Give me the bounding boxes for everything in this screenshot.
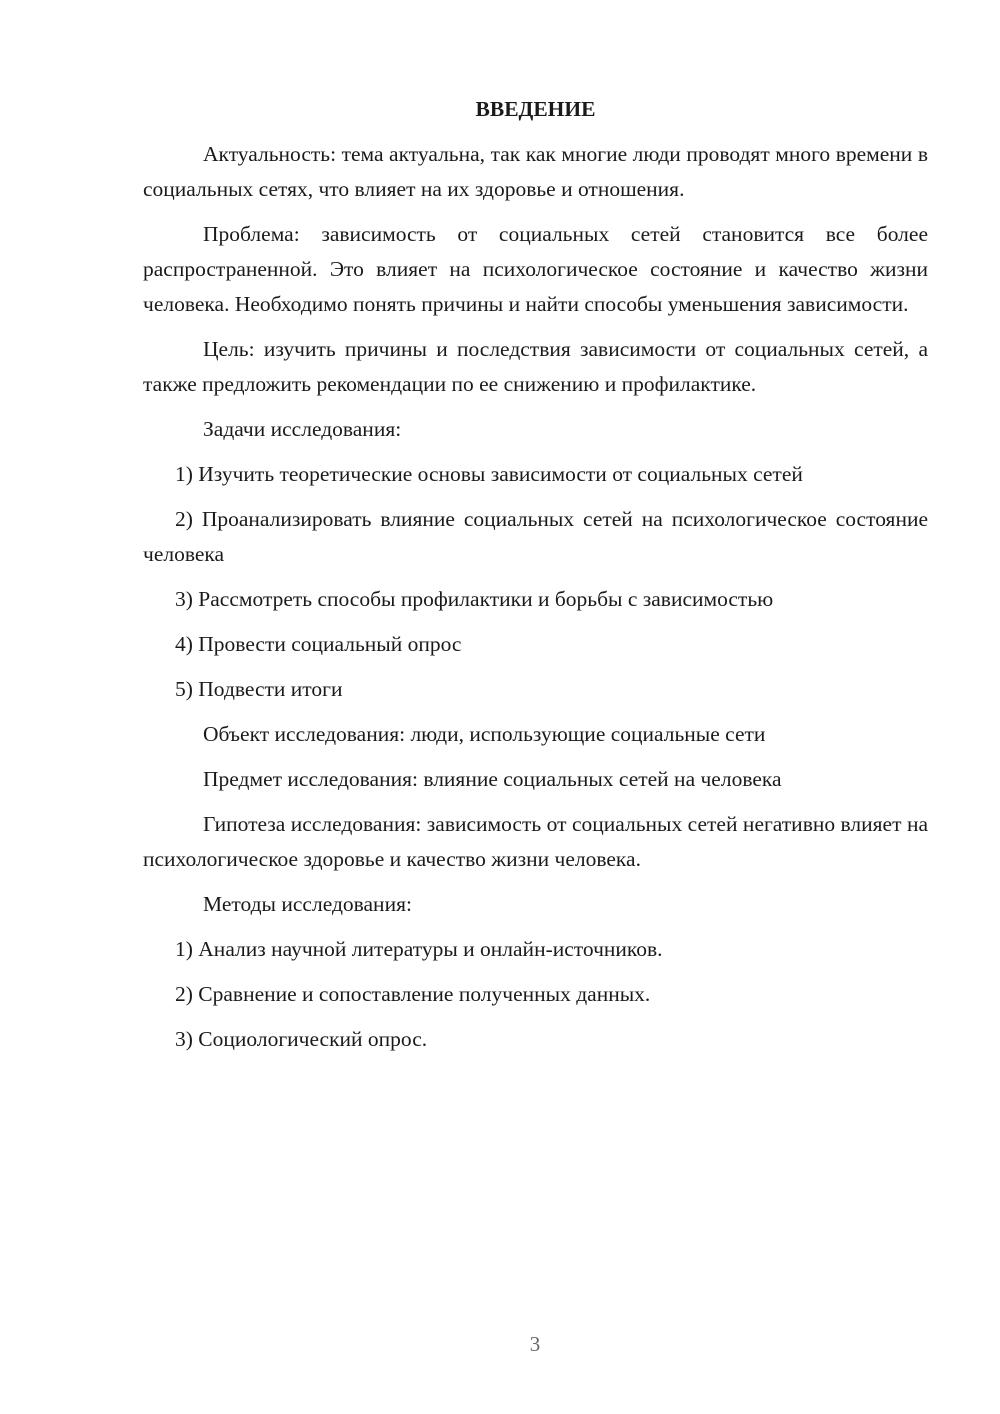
page-number: 3 <box>529 1332 541 1356</box>
paragraph-tasks-heading: Задачи исследования: <box>203 417 402 441</box>
page-title: ВВЕДЕНИЕ <box>475 97 596 121</box>
list-item-method-1: 1) Анализ научной литературы и онлайн-источников. <box>175 937 663 961</box>
list-item-task-2: 2) Проанализировать влияние социальных сетей на психологическое состояние человека <box>143 507 928 566</box>
list-item-task-5: 5) Подвести итоги <box>175 677 343 701</box>
list-item-task-4: 4) Провести социальный опрос <box>175 632 462 656</box>
paragraph-hypothesis: Гипотеза исследования: зависимость от социальных сетей негативно влияет на психологическое здоровье и качество жизни человека. <box>143 812 928 871</box>
paragraph-subject: Предмет исследования: влияние социальных сетей на человека <box>203 767 782 791</box>
paragraph-object: Объект исследования: люди, использующие социальные сети <box>203 722 766 746</box>
list-item-task-3: 3) Рассмотреть способы профилактики и борьбы с зависимостью <box>175 587 774 611</box>
paragraph-goal: Цель: изучить причины и последствия зависимости от социальных сетей, а также предложить рекомендации по ее снижению и профилактике. <box>143 337 928 396</box>
list-item-method-3: 3) Социологический опрос. <box>175 1027 428 1051</box>
list-item-method-2: 2) Сравнение и сопоставление полученных данных. <box>175 982 651 1006</box>
page-content <box>143 92 928 1067</box>
paragraph-relevance: Актуальность: тема актуальна, так как многие люди проводят много времени в социальных сетях, что влияет на их здоровье и отношения. <box>143 142 928 201</box>
paragraph-methods-heading: Методы исследования: <box>203 892 412 916</box>
list-item-task-1: 1) Изучить теоретические основы зависимости от социальных сетей <box>175 462 803 486</box>
paragraph-problem: Проблема: зависимость от социальных сетей становится все более распространенной. Это влияет на психологическое состояние и качество жизни человека. Необходимо понять причины и найти способы уменьшения зависимости. <box>143 222 928 316</box>
